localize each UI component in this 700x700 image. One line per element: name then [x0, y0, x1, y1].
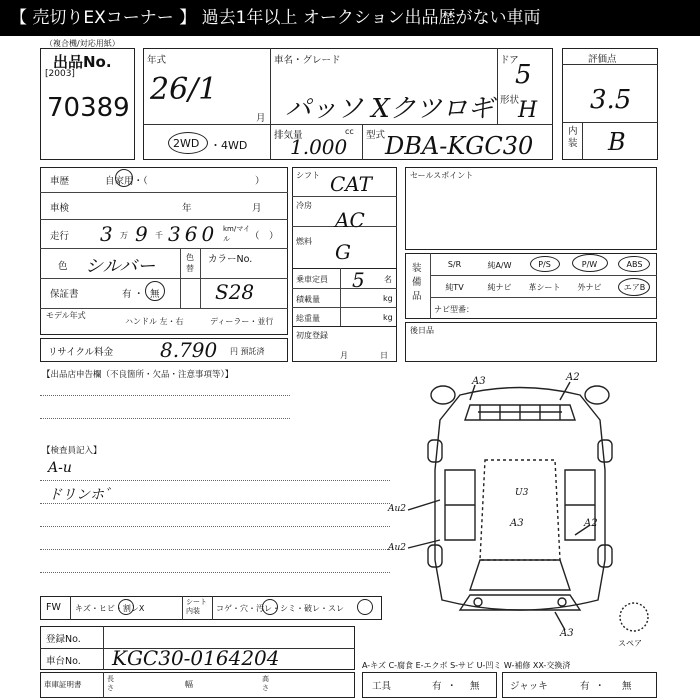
shift-value: CAT — [330, 172, 372, 196]
weight-label: 総重量 — [296, 314, 320, 323]
model-year-handle: ハンドル 左・右 — [125, 317, 184, 326]
inspector-line2: ドリンホ゛ — [48, 487, 118, 503]
inspector-line1: A-u — [48, 460, 72, 476]
color-code-label: カラーNo. — [208, 254, 253, 265]
fw-label: FW — [46, 602, 61, 613]
type-value: DBA-KGC30 — [385, 132, 534, 160]
recycle-unit: 円 預託済 — [230, 347, 265, 356]
fw-text: キズ・ヒビ・割レX — [75, 604, 145, 613]
history-close: ） — [255, 176, 265, 187]
jack-dot: ・ — [595, 681, 605, 692]
mileage-sen: 9 — [135, 222, 148, 246]
mileage-man: 3 — [100, 222, 113, 246]
lot-label: 出品No. — [53, 53, 112, 71]
lot-year-tag: [2003] — [45, 69, 75, 79]
tools-no: 無 — [470, 681, 480, 692]
mark-a2-right: A2 — [584, 518, 598, 529]
banner-title: 【 売切りEXコーナー 】 過去1年以上 オークション出品歴がない車両 — [0, 0, 700, 36]
mileage-label: 走行 — [50, 231, 70, 242]
mileage-paren: （ ） — [250, 231, 279, 242]
year-value: 26/1 — [150, 72, 218, 107]
capacity-label: 乗車定員 — [296, 275, 328, 284]
jack-no: 無 — [622, 681, 632, 692]
sales-point-label: セールスポイント — [410, 171, 474, 180]
mark-u3-roof: U3 — [515, 488, 529, 498]
drive-4wd: ・4WD — [210, 139, 248, 152]
tools-label: 工具 — [372, 681, 392, 692]
header-note: （複合機/対応用紙） — [45, 39, 120, 48]
mileage-rest: 360 — [168, 222, 219, 246]
mark-a2-top: A2 — [566, 372, 580, 383]
load-unit: kg — [383, 294, 393, 303]
mark-au2-left: Au2 — [388, 504, 407, 514]
first-reg-month: 月 — [340, 351, 348, 360]
mark-au2-left-lower: Au2 — [388, 543, 407, 553]
jack-label: ジャッキ — [510, 681, 548, 692]
history-label: 車歴 — [50, 176, 70, 187]
mark-a3-top: A3 — [472, 376, 486, 387]
load-label: 積載量 — [296, 295, 320, 304]
jack-yes: 有 — [580, 681, 590, 692]
equip-navi: 純ナビ — [487, 283, 512, 292]
doors-value: 5 — [515, 60, 532, 90]
year-month-unit: 月 — [256, 113, 266, 124]
model-value: パッソ Xクツロギ — [285, 94, 494, 124]
displacement-value: 1.000 — [290, 135, 348, 159]
equip-abs: ABS — [626, 260, 643, 269]
fw-text2: コゲ・穴・汚レ・シミ・破レ・スレ — [216, 604, 344, 613]
drive-2wd: 2WD — [173, 137, 200, 150]
equip-pw: P/W — [581, 260, 598, 269]
interior-label: 内装 — [568, 126, 578, 149]
mileage-sen-unit: 千 — [155, 231, 163, 240]
seller-notes-label: 【出品店申告欄（不良箇所・欠品・注意事項等）】 — [42, 370, 234, 380]
equip-sr: S/R — [447, 260, 462, 269]
later-fit-label: 後日品 — [410, 326, 434, 335]
chassis-value: KGC30-0164204 — [112, 646, 280, 670]
equip-alloy: 純A/W — [487, 261, 512, 270]
lot-number: 70389 — [47, 93, 130, 123]
model-label: 車名・グレード — [274, 55, 341, 66]
cert-width: 幅 — [185, 680, 193, 689]
inspector-label: 【検査員記入】 — [42, 446, 102, 456]
first-reg-day: 日 — [380, 351, 388, 360]
mileage-unit: km/マイル — [223, 225, 251, 243]
equip-navi-model: ナビ型番： — [434, 305, 474, 314]
warranty-no: 無 — [150, 289, 160, 300]
chassis-label: 車台No. — [46, 656, 81, 667]
color-code: S28 — [215, 280, 255, 304]
inspection-month: 月 — [252, 203, 262, 214]
color-label: 色 — [58, 261, 68, 272]
tools-dot: ・ — [447, 681, 457, 692]
damage-legend: A-キズ C-腐食 E-エクボ S-サビ U-凹ミ W-補修 XX-交換済 — [362, 661, 571, 670]
weight-unit: kg — [383, 313, 393, 322]
certificate-label: 車庫証明書 — [44, 680, 82, 689]
year-label: 年式 — [147, 55, 167, 66]
color-value: シルバー — [85, 256, 156, 277]
mark-a3-front: A3 — [560, 628, 574, 639]
spare-label: スペア — [618, 639, 642, 648]
displacement-label: 排気量 — [274, 130, 303, 141]
equip-leather: 革シート — [528, 283, 561, 292]
mark-a3-roof: A3 — [510, 518, 524, 529]
doors-label: ドア — [500, 55, 519, 66]
cert-height: 高さ — [262, 675, 269, 692]
ac-value: AC — [335, 208, 365, 232]
fuel-value: G — [335, 240, 351, 264]
equip-ps: P/S — [538, 260, 551, 269]
score-value: 3.5 — [590, 85, 632, 115]
score-label: 評価点 — [588, 54, 617, 65]
model-year-dealer: ディーラー・並行 — [210, 317, 274, 326]
warranty-dot: ・ — [134, 289, 144, 300]
cert-length: 長さ — [107, 675, 114, 692]
warranty-yes: 有 — [122, 289, 132, 300]
warranty-label: 保証書 — [50, 289, 79, 300]
fw-circle-1 — [118, 599, 134, 615]
shift-label: シフト — [296, 171, 320, 180]
first-reg-label: 初度登録 — [296, 331, 328, 340]
capacity-value: 5 — [352, 268, 365, 292]
history-options: 自家用・（ — [105, 176, 148, 187]
fw-circle-2 — [262, 599, 278, 615]
shape-label: 形状 — [500, 95, 520, 106]
equip-tv: 純TV — [445, 283, 464, 292]
type-label: 型式 — [366, 130, 386, 141]
capacity-unit: 名 — [384, 275, 392, 284]
fuel-label: 燃料 — [296, 237, 312, 246]
inspection-label: 車検 — [50, 203, 70, 214]
certificate-box — [40, 672, 355, 698]
equipment-label: 装備品 — [412, 263, 422, 302]
equip-airbag: エアB — [623, 283, 646, 292]
interior-value: B — [608, 128, 626, 156]
tools-yes: 有 — [432, 681, 442, 692]
mileage-man-unit: 万 — [120, 231, 128, 240]
color-change: 色替 — [186, 253, 194, 273]
inspection-year: 年 — [182, 203, 192, 214]
fw-seat: シート内装 — [186, 598, 207, 615]
recycle-value: 8.790 — [160, 338, 218, 362]
fw-circle-3 — [357, 599, 373, 615]
shape-value: H — [518, 98, 538, 123]
ac-label: 冷房 — [296, 201, 312, 210]
registration-label: 登録No. — [46, 634, 81, 645]
model-year-label: モデル年式 — [46, 311, 86, 320]
displacement-unit: cc — [345, 127, 354, 136]
recycle-label: リサイクル料金 — [48, 347, 114, 358]
equip-ext-navi: 外ナビ — [577, 283, 602, 292]
